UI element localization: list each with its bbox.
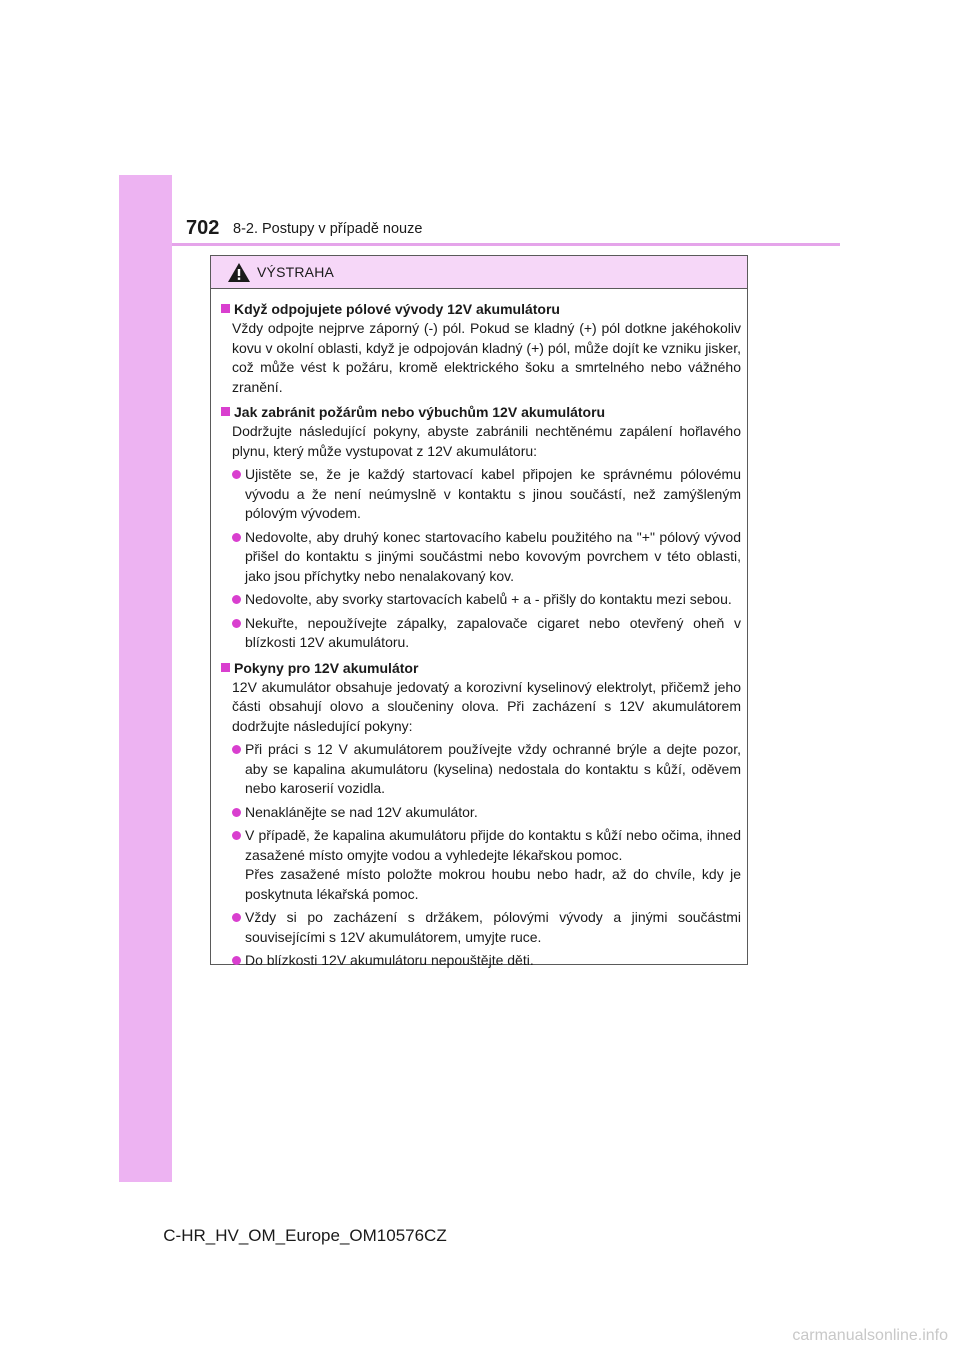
square-bullet-icon xyxy=(221,663,230,672)
warning-section xyxy=(219,658,741,971)
round-bullet-icon xyxy=(232,808,241,817)
warning-section xyxy=(219,299,741,397)
bullet-text: Při práci s 12 V akumulátorem používejte vždy ochranné brýle a dejte pozor, aby se kapalina akumulátoru (kyselina) nedostala do kontaktu s kůží, oděvem nebo karoserií vozidla. xyxy=(245,741,741,796)
warning-header xyxy=(211,256,747,289)
warning-box xyxy=(210,255,748,968)
bullet-item xyxy=(219,465,741,524)
round-bullet-icon xyxy=(232,745,241,754)
square-bullet-icon xyxy=(221,304,230,313)
round-bullet-icon xyxy=(232,533,241,542)
section-title: 8-2. Postupy v případě nouze xyxy=(233,221,423,237)
section-paragraph: Vždy odpojte nejprve záporný (-) pól. Pokud se kladný (+) pól dotkne jakéhokoliv kovu v okolní oblasti, když je odpojován kladný (+) pól, může dojít ke vzniku jisker, což může vést k požáru, kromě elektrického šoku a smrtelného nebo vážného zranění. xyxy=(232,320,741,395)
warning-section xyxy=(219,402,741,653)
bullet-item xyxy=(219,951,741,971)
page-number: 702 xyxy=(186,217,220,239)
section-heading xyxy=(219,299,741,319)
bullet-item xyxy=(219,803,741,823)
round-bullet-icon xyxy=(232,470,241,479)
round-bullet-icon xyxy=(232,619,241,628)
section-heading-text: Jak zabránit požárům nebo výbuchům 12V akumulátoru xyxy=(234,404,606,420)
doc-code: C-HR_HV_OM_Europe_OM10576CZ xyxy=(163,1226,447,1245)
bullet-text: Do blízkosti 12V akumulátoru nepouštějte děti. xyxy=(245,952,534,968)
section-heading-text: Pokyny pro 12V akumulátor xyxy=(234,659,419,676)
warning-body xyxy=(211,289,747,971)
section-heading-text: Když odpojujete pólové vývody 12V akumulátoru xyxy=(234,301,560,317)
watermark: carmanualsonline.info xyxy=(792,1327,948,1344)
round-bullet-icon xyxy=(232,956,241,965)
bullet-text: Vždy si po zacházení s držákem, pólovými vývody a jinými součástmi souvisejícími s 12V akumulátorem, umyjte ruce. xyxy=(245,909,741,945)
section-paragraph: 12V akumulátor obsahuje jedovatý a korozivní kyselinový elektrolyt, přičemž jeho části obsahují olovo a sloučeniny olova. Při zacházení s 12V akumulátorem dodržujte následující pokyny: xyxy=(232,678,741,734)
bullet-text: Ujistěte se, že je každý startovací kabel připojen ke správnému pólovému vývodu a že není neúmyslně v kontaktu s jinou součástí, než zamýšleným pólovým vývodem. xyxy=(245,466,741,521)
square-bullet-icon xyxy=(221,407,230,416)
section-paragraph: Dodržujte následující pokyny, abyste zabránili nechtěnému zapálení hořlavého plynu, který může vystupovat z 12V akumulátoru: xyxy=(232,423,741,459)
header-rule xyxy=(172,243,840,246)
round-bullet-icon xyxy=(232,831,241,840)
round-bullet-icon xyxy=(232,913,241,922)
bullet-text: Nekuřte, nepoužívejte zápalky, zapalovače cigaret nebo otevřený oheň v blízkosti 12V akumulátoru. xyxy=(245,614,741,650)
round-bullet-icon xyxy=(232,595,241,604)
bullet-item xyxy=(219,614,741,653)
warning-title: VÝSTRAHA xyxy=(257,264,335,280)
warning-triangle-icon xyxy=(227,262,251,283)
bullet-text: Nenaklánějte se nad 12V akumulátor. xyxy=(245,803,478,820)
section-heading xyxy=(219,402,741,422)
bullet-item xyxy=(219,528,741,587)
bullet-item xyxy=(219,740,741,799)
bullet-item xyxy=(219,826,741,904)
bullet-text: V případě, že kapalina akumulátoru přijde do kontaktu s kůží nebo očima, ihned zasažené místo omyjte vodou a vyhledejte lékařskou pomoc. Přes zasažené místo položte mokrou houbu nebo hadr, až do chvíle, kdy je poskytnuta lékařská pomoc. xyxy=(245,827,741,902)
bullet-text: Nedovolte, aby svorky startovacích kabelů + a - přišly do kontaktu mezi sebou. xyxy=(245,591,732,607)
bullet-item xyxy=(219,590,741,610)
section-heading xyxy=(219,658,741,678)
footer xyxy=(0,1226,960,1246)
bullet-text: Nedovolte, aby druhý konec startovacího kabelu použitého na "+" pólový vývod přišel do kontaktu s jinými součástmi nebo kovovým povrchem v této oblasti, jako jsou příchytky nebo nenalakovaný kov. xyxy=(245,528,741,584)
chapter-sidebar xyxy=(119,175,172,1182)
bullet-item xyxy=(219,908,741,947)
